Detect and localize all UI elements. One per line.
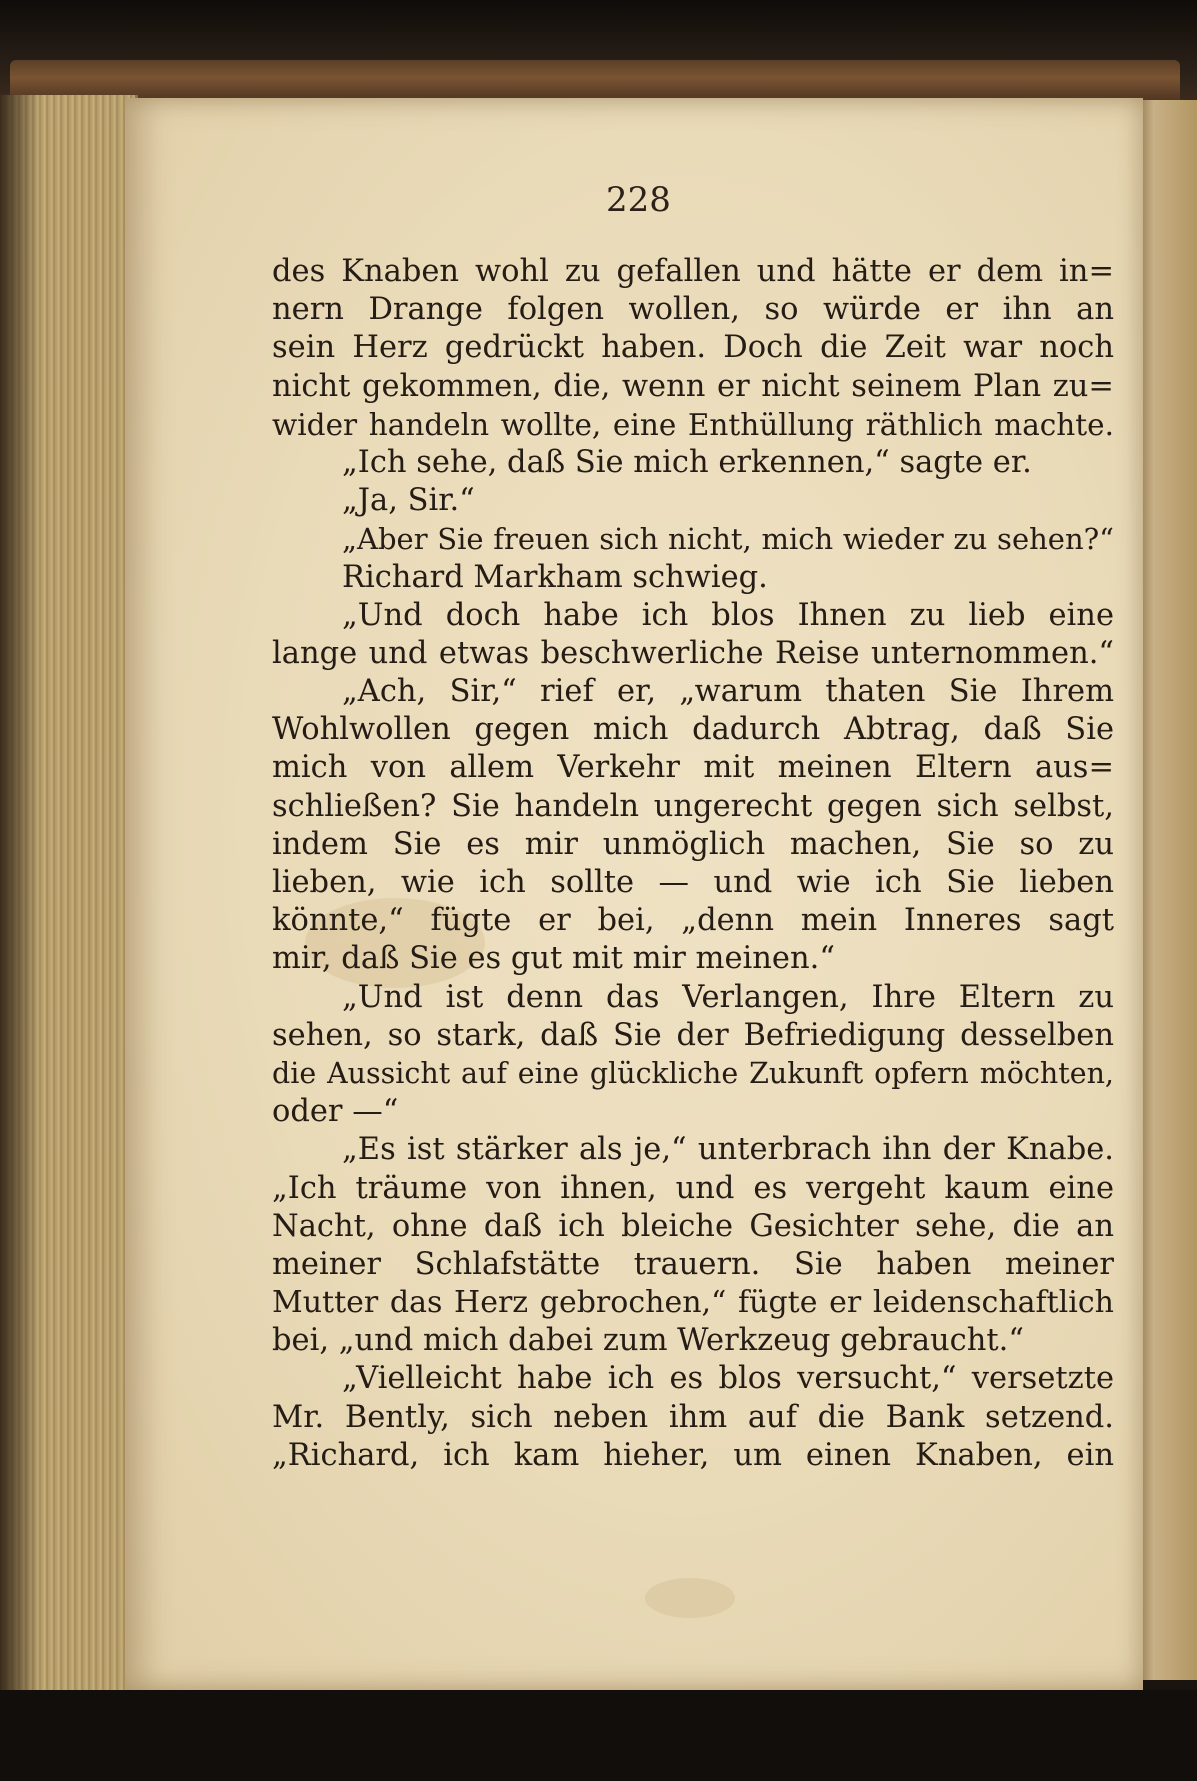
text-line: wider handeln wollte, eine Enthüllung räthlich machte. xyxy=(272,407,1114,442)
text-line: Richard Markham schwieg. xyxy=(342,559,768,595)
text-line: „Und doch habe ich blos Ihnen zu lieb eine xyxy=(342,597,1114,633)
text-line: Mr. Bently, sich neben ihm auf die Bank setzend. xyxy=(272,1399,1114,1435)
text-line: mir, daß Sie es gut mit mir meinen.“ xyxy=(272,941,835,977)
text-line: „Ach, Sir,“ rief er, „warum thaten Sie Ihrem xyxy=(342,674,1114,710)
text-line: des Knaben wohl zu gefallen und hätte er dem in= xyxy=(272,254,1114,289)
text-line: „Ja, Sir.“ xyxy=(342,483,475,519)
text-line: Mutter das Herz gebrochen,“ fügte er leidenschaftlich xyxy=(272,1285,1114,1321)
text-line: meiner Schlafstätte trauern. Sie haben meiner xyxy=(272,1246,1114,1282)
text-line: sehen, so stark, daß Sie der Befriedigung desselben xyxy=(272,1017,1114,1053)
page-stack-shadow xyxy=(0,95,40,1695)
text-line: oder —“ xyxy=(272,1094,399,1130)
text-line: bei, „und mich dabei zum Werkzeug gebraucht.“ xyxy=(272,1323,1024,1359)
text-line: indem Sie es mir unmöglich machen, Sie so zu xyxy=(272,826,1114,862)
text-line: „Ich sehe, daß Sie mich erkennen,“ sagte er. xyxy=(342,444,1032,480)
text-line: nern Drange folgen wollen, so würde er ihn an xyxy=(272,292,1114,328)
text-line: schließen? Sie handeln ungerecht gegen sich selbst, xyxy=(272,788,1114,824)
text-line: lange und etwas beschwerliche Reise unternommen.“ xyxy=(272,635,1114,671)
text-line: könnte,“ fügte er bei, „denn mein Inneres sagt xyxy=(272,903,1114,939)
facing-page-edge xyxy=(1135,100,1197,1680)
text-line: „Vielleicht habe ich es blos versucht,“ versetzte xyxy=(342,1361,1114,1397)
page-text xyxy=(272,253,1114,1475)
text-line: sein Herz gedrückt haben. Doch die Zeit war noch xyxy=(272,330,1114,366)
text-line: Wohlwollen gegen mich dadurch Abtrag, daß Sie xyxy=(272,712,1114,748)
paper-stain xyxy=(645,1578,735,1618)
text-line: „Richard, ich kam hieher, um einen Knaben, ein xyxy=(272,1437,1114,1473)
background-bottom xyxy=(0,1690,1197,1781)
page-number: 228 xyxy=(606,180,671,220)
text-line: Nacht, ohne daß ich bleiche Gesichter sehe, die an xyxy=(272,1208,1114,1244)
text-line: „Aber Sie freuen sich nicht, mich wieder zu sehen?“ xyxy=(342,522,1114,557)
text-line: mich von allem Verkehr mit meinen Eltern aus= xyxy=(272,750,1114,786)
text-line: „Es ist stärker als je,“ unterbrach ihn der Knabe. xyxy=(342,1132,1114,1168)
text-line: nicht gekommen, die, wenn er nicht seinem Plan zu= xyxy=(272,368,1114,404)
text-line: „Ich träume von ihnen, und es vergeht kaum eine xyxy=(272,1170,1114,1206)
text-line: die Aussicht auf eine glückliche Zukunft opfern möchten, xyxy=(272,1056,1114,1090)
text-line: lieben, wie ich sollte — und wie ich Sie lieben xyxy=(272,865,1114,900)
text-line: „Und ist denn das Verlangen, Ihre Eltern zu xyxy=(342,979,1114,1015)
